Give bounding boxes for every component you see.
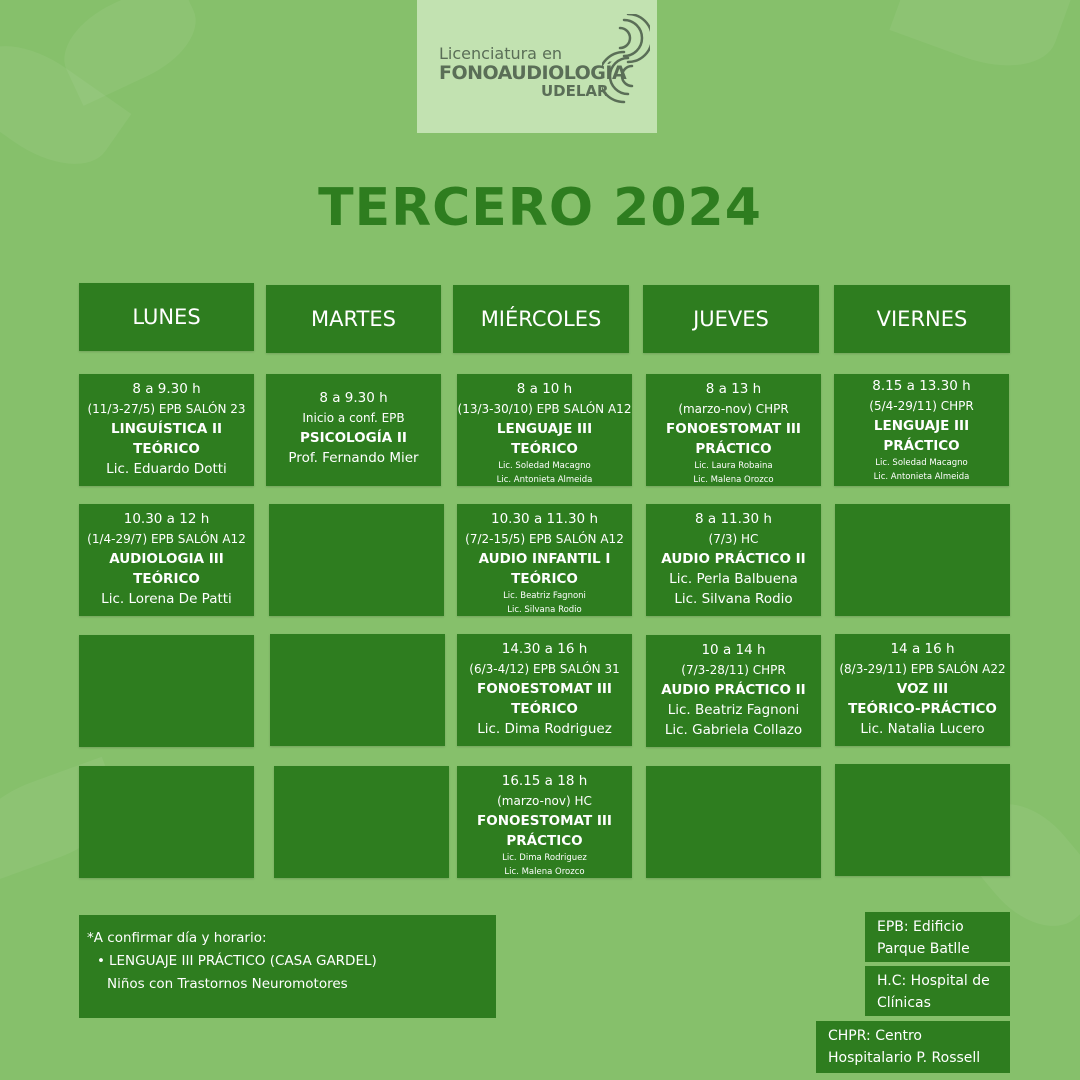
empty-cell xyxy=(835,504,1010,616)
sound-waves-icon xyxy=(602,14,650,109)
logo xyxy=(417,0,657,133)
note-detail: Niños con Trastornos Neuromotores xyxy=(107,976,348,992)
class-subject: LINGUÍSTICA II xyxy=(110,421,223,437)
class-professor: Lic. Laura Robaina xyxy=(694,461,773,471)
class-location: (7/3) HC xyxy=(708,532,759,546)
class-cell-wed3 xyxy=(457,634,632,746)
class-professor: Lic. Silvana Rodio xyxy=(507,605,582,615)
class-type: PRÁCTICO xyxy=(506,833,583,849)
empty-cell xyxy=(269,504,444,616)
class-professor: Lic. Lorena De Patti xyxy=(101,591,232,607)
legend-chpr xyxy=(816,1021,1010,1073)
class-professor: Lic. Natalia Lucero xyxy=(860,721,985,737)
class-location: (13/3-30/10) EPB SALÓN A12 xyxy=(457,402,632,416)
class-professor: Lic. Silvana Rodio xyxy=(674,591,793,607)
class-location: (11/3-27/5) EPB SALÓN 23 xyxy=(87,402,246,416)
day-header-martes: MARTES xyxy=(266,285,441,353)
class-subject: AUDIO PRÁCTICO II xyxy=(661,551,806,567)
class-location: (7/2-15/5) EPB SALÓN A12 xyxy=(465,532,624,546)
class-time: 14.30 a 16 h xyxy=(501,641,588,657)
class-subject: FONOESTOMAT III xyxy=(477,813,612,829)
class-location: (6/3-4/12) EPB SALÓN 31 xyxy=(469,662,620,676)
background-leaf xyxy=(889,0,1070,85)
class-type: PRÁCTICO xyxy=(883,438,960,454)
class-type: TEÓRICO xyxy=(511,701,578,717)
logo-line3: UDELAR xyxy=(541,82,609,100)
empty-cell xyxy=(835,764,1010,876)
class-time: 16.15 a 18 h xyxy=(501,773,588,789)
class-time: 14 a 16 h xyxy=(890,641,955,657)
class-time: 10 a 14 h xyxy=(701,642,766,658)
class-time: 8 a 13 h xyxy=(705,381,762,397)
class-subject: FONOESTOMAT III xyxy=(477,681,612,697)
class-professor: Lic. Beatriz Fagnoni xyxy=(667,702,800,718)
class-professor: Prof. Fernando Mier xyxy=(288,450,419,466)
class-professor: Lic. Gabriela Collazo xyxy=(664,722,803,738)
day-header-jueves: JUEVES xyxy=(643,285,819,353)
class-type: TEÓRICO xyxy=(133,571,200,587)
class-subject: VOZ III xyxy=(896,681,949,697)
legend-epb-line1: EPB: Edificio xyxy=(877,919,964,935)
day-header-miercoles: MIÉRCOLES xyxy=(453,285,629,353)
class-time: 8.15 a 13.30 h xyxy=(872,378,971,394)
class-cell-mon1 xyxy=(79,374,254,486)
empty-cell xyxy=(79,635,254,747)
class-subject: PSICOLOGÍA II xyxy=(300,430,407,446)
empty-cell xyxy=(274,766,449,878)
class-time: 10.30 a 12 h xyxy=(123,511,210,527)
class-cell-fri3 xyxy=(835,634,1010,746)
class-location: (8/3-29/11) EPB SALÓN A22 xyxy=(839,662,1006,676)
confirmation-note xyxy=(79,915,496,1018)
class-location: Inicio a conf. EPB xyxy=(302,411,405,425)
note-heading: *A confirmar día y horario: xyxy=(87,930,267,946)
day-header-lunes: LUNES xyxy=(79,283,254,351)
class-cell-wed4 xyxy=(457,766,632,878)
class-cell-fri1 xyxy=(834,374,1009,486)
class-location: (1/4-29/7) EPB SALÓN A12 xyxy=(87,532,246,546)
class-cell-wed1 xyxy=(457,374,632,486)
legend-hc-line1: H.C: Hospital de xyxy=(877,973,990,989)
class-professor: Lic. Beatriz Fagnoni xyxy=(503,591,586,601)
class-professor: Lic. Perla Balbuena xyxy=(669,571,798,587)
empty-cell xyxy=(646,766,821,878)
class-subject: LENGUAJE III xyxy=(873,418,970,434)
class-cell-thu3 xyxy=(646,635,821,747)
class-location: (7/3-28/11) CHPR xyxy=(681,663,786,677)
class-cell-thu1 xyxy=(646,374,821,486)
class-professor: Lic. Antonieta Almeida xyxy=(873,472,970,482)
class-cell-wed2 xyxy=(457,504,632,616)
class-professor: Lic. Antonieta Almeida xyxy=(496,475,593,485)
class-type: PRÁCTICO xyxy=(695,441,772,457)
class-professor: Lic. Soledad Macagno xyxy=(875,458,968,468)
legend-epb-line2: Parque Batlle xyxy=(877,941,970,957)
class-professor: Lic. Eduardo Dotti xyxy=(106,461,227,477)
logo-line2: FONOAUDIOLOGÍA xyxy=(439,62,627,84)
class-professor: Lic. Dima Rodriguez xyxy=(502,853,587,863)
legend-hc xyxy=(865,966,1010,1016)
class-subject: AUDIOLOGIA III xyxy=(109,551,224,567)
class-type: TEÓRICO-PRÁCTICO xyxy=(848,701,997,717)
note-item: • LENGUAJE III PRÁCTICO (CASA GARDEL) xyxy=(87,950,488,973)
class-location: (marzo-nov) HC xyxy=(497,794,592,808)
class-professor: Lic. Soledad Macagno xyxy=(498,461,591,471)
logo-line1: Licenciatura en xyxy=(439,44,563,63)
day-header-viernes: VIERNES xyxy=(834,285,1010,353)
page-title: TERCERO 2024 xyxy=(318,178,762,238)
legend-hc-line2: Clínicas xyxy=(877,995,931,1011)
empty-cell xyxy=(79,766,254,878)
class-type: TEÓRICO xyxy=(511,441,578,457)
class-time: 8 a 10 h xyxy=(516,381,573,397)
class-type: TEÓRICO xyxy=(133,441,200,457)
class-location: (5/4-29/11) CHPR xyxy=(869,399,974,413)
class-subject: AUDIO INFANTIL I xyxy=(478,551,611,567)
class-time: 8 a 9.30 h xyxy=(132,381,201,397)
class-subject: FONOESTOMAT III xyxy=(666,421,801,437)
class-time: 10.30 a 11.30 h xyxy=(491,511,598,527)
class-type: TEÓRICO xyxy=(511,571,578,587)
class-cell-thu2 xyxy=(646,504,821,616)
class-cell-tue1 xyxy=(266,374,441,486)
class-time: 8 a 9.30 h xyxy=(319,390,388,406)
class-professor: Lic. Dima Rodriguez xyxy=(477,721,612,737)
legend-epb xyxy=(865,912,1010,962)
class-location: (marzo-nov) CHPR xyxy=(678,402,789,416)
class-professor: Lic. Malena Orozco xyxy=(504,867,585,877)
legend-chpr-line1: CHPR: Centro xyxy=(828,1028,922,1044)
class-subject: AUDIO PRÁCTICO II xyxy=(661,682,806,698)
class-cell-mon2 xyxy=(79,504,254,616)
class-time: 8 a 11.30 h xyxy=(695,511,772,527)
legend-chpr-line2: Hospitalario P. Rossell xyxy=(828,1050,981,1066)
class-subject: LENGUAJE III xyxy=(496,421,593,437)
empty-cell xyxy=(270,634,445,746)
class-professor: Lic. Malena Orozco xyxy=(693,475,774,485)
